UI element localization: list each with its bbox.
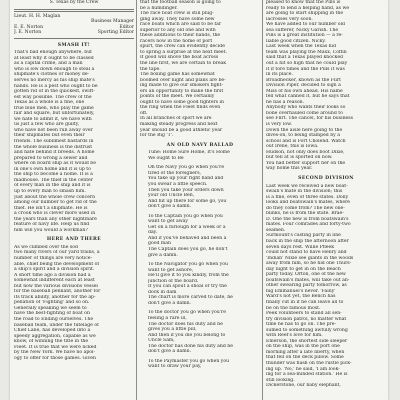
text-line: the years than any other nightmare bbox=[14, 216, 97, 222]
text-line: with Reef's love for him. bbox=[266, 333, 323, 339]
text-line: 'Indian' Nixie see giants in the woods bbox=[266, 255, 354, 261]
article-sports-continued bbox=[140, 0, 260, 139]
text-line: Down the aisle here going to the bbox=[266, 127, 343, 133]
verse-line: Tune: Home Sure Home, It's Home bbox=[148, 150, 230, 156]
newspaper-page bbox=[10, 0, 388, 400]
text-line: Dickerstone, our baby elephant, bbox=[266, 383, 341, 389]
text-line: making steady progress and next bbox=[140, 122, 218, 128]
text-line: day night to get in on the Beach bbox=[266, 266, 341, 272]
verse-line: give a damn. bbox=[148, 252, 178, 258]
column-rule-right bbox=[262, 0, 263, 400]
text-line: racers now in the home of port bbox=[140, 38, 213, 44]
text-line: Texas as a whole is a fine, one bbox=[14, 100, 85, 106]
verse-line: want to get away bbox=[148, 219, 188, 225]
text-line: big Emmanuel's never. 'Fainy' bbox=[266, 288, 336, 294]
verse-line: junction of the board. bbox=[148, 278, 199, 284]
verse-line: You take up your right hand and bbox=[148, 176, 224, 182]
text-line: of every man in the ship and it is bbox=[14, 183, 91, 189]
verse-line: your old Uncle Ben, bbox=[148, 193, 195, 199]
verse-line: don't give a damn. bbox=[148, 300, 192, 306]
text-line: prepared to wrong a sewer and bbox=[14, 155, 88, 161]
verse-line: gives you a little pill, bbox=[148, 327, 197, 333]
verse-line: To the Navigator you go when you bbox=[148, 262, 228, 268]
text-line: for the baseball pennant, another for bbox=[14, 289, 101, 295]
text-line: school and is Fort Cholend. Watch bbox=[266, 138, 346, 144]
text-line: still looking. bbox=[266, 377, 295, 383]
text-line: Peek volunteers to stand all sen- bbox=[266, 311, 342, 317]
text-line: serves no mercy as his ship mate's bbox=[14, 78, 95, 84]
staff-rule bbox=[14, 38, 134, 39]
text-line: be on the famous most. bbox=[266, 305, 321, 311]
text-line: who have not been run away over bbox=[14, 127, 93, 133]
column-2 bbox=[140, 0, 260, 400]
text-line: out a hit so high that he could play bbox=[266, 61, 348, 67]
text-line: their shipmates but even their bbox=[14, 133, 85, 139]
text-line: is very low. bbox=[266, 122, 292, 128]
text-line: in one's own home and it is up to bbox=[14, 166, 91, 172]
text-line: out Irene, this is Iowa. bbox=[266, 144, 319, 150]
text-line: said that a Texas played knocked bbox=[266, 55, 343, 61]
text-line: do they come from? The new one- bbox=[266, 205, 345, 211]
text-line: could not stand to have Henry and bbox=[266, 250, 347, 256]
text-line: year should be a good athletic year bbox=[140, 127, 223, 133]
text-line: That's bad enough anywhere, but bbox=[14, 50, 93, 56]
text-line: friends. The sublimest bastards in bbox=[14, 139, 94, 145]
ballad-stanza bbox=[148, 310, 260, 354]
text-line: who is low down enough to steal a bbox=[14, 66, 95, 72]
text-line: time he has to go on. The pre- bbox=[266, 322, 336, 328]
text-line: pleased to know that the Pills is bbox=[266, 0, 341, 5]
text-line: are going to start shipping in the bbox=[266, 11, 344, 17]
text-line: by the New York. We have no apol- bbox=[14, 350, 96, 356]
text-line: ing for a sea-minded station.' He is bbox=[266, 372, 348, 378]
text-line: As we climbed over the sod bbox=[14, 244, 78, 250]
staff-row: Lieut. H. H. Maglan bbox=[14, 13, 61, 19]
text-line: Anybody who wants their looks so bbox=[266, 105, 346, 111]
text-line: us just a few who are guilty, bbox=[14, 122, 80, 128]
verse-line: The Captain does you go, he don't bbox=[148, 246, 228, 252]
text-line: off. bbox=[140, 110, 148, 116]
verse-line: We ought to Be bbox=[148, 155, 184, 161]
verse-line: He'll give it to you kindly, from the bbox=[148, 273, 229, 279]
column-1 bbox=[14, 0, 134, 400]
text-line: thunder was flash on the rustle pick- bbox=[266, 361, 352, 366]
text-line: it if tore times and the Pills it was bbox=[266, 66, 345, 72]
text-line: true blue men, who play the game bbox=[14, 105, 94, 111]
text-line: Emerson, the shortest side sleeper bbox=[266, 338, 348, 344]
verse-line: Get on a furlough for a week or a bbox=[148, 224, 226, 230]
text-line: Chief Lane, has developed into a bbox=[14, 328, 91, 334]
ballad-stanza bbox=[148, 262, 260, 306]
staff-box bbox=[14, 14, 134, 36]
text-line: he has a reason. bbox=[266, 99, 305, 105]
verse-line: feeling a rare ill, bbox=[148, 315, 187, 321]
column-3 bbox=[266, 0, 386, 400]
text-line: ready to lend a helping hand, as we bbox=[266, 5, 350, 11]
verse-line: And then if you die you belong to bbox=[148, 332, 226, 338]
text-line: A short time ago a division had a bbox=[14, 272, 91, 278]
text-line: Last week we received a new boat- bbox=[266, 183, 348, 189]
text-line: Pills is a great institution — a re- bbox=[266, 33, 343, 39]
text-line: as a capital crime, and a man bbox=[14, 61, 83, 67]
text-line: the whole business is the distrust bbox=[14, 144, 93, 150]
text-line: ging away. They have some new bbox=[140, 16, 215, 22]
text-line: among our number to get rid of the bbox=[14, 200, 97, 206]
text-line: blinks, he is from the state. Brae- bbox=[266, 211, 344, 217]
text-line: be a humdinger. bbox=[140, 5, 178, 11]
text-line: these additions to their hands, the bbox=[140, 33, 221, 39]
verse-line: And hit up there for some go, you bbox=[148, 198, 227, 204]
text-line: gotten rid of in the quickest, swift- bbox=[14, 89, 95, 95]
verse-line: want to draw your pay, bbox=[148, 364, 202, 370]
text-line: know, of winning the title in the bbox=[14, 339, 89, 345]
text-line: way home this year. bbox=[266, 166, 313, 172]
article-second-division bbox=[266, 184, 386, 389]
text-line: is a fine, even of three states. Dolly bbox=[266, 194, 349, 200]
ballad-stanza bbox=[148, 165, 260, 209]
ballad-stanza bbox=[148, 359, 260, 370]
text-line: finally cut in if he can leave all to bbox=[266, 299, 344, 305]
text-line: Just about the whole crew concern bbox=[14, 194, 96, 200]
text-line: hands. He is a pest who ought to be bbox=[14, 83, 98, 89]
text-line: spurt, the crew can evidently decide bbox=[140, 44, 225, 50]
verse-line: tired of the foreigners, bbox=[148, 170, 202, 176]
text-line: to spring a surprise at the next meet. bbox=[140, 49, 227, 55]
headline-old-navy-ballad: AN OLD NAVY BALLAD bbox=[166, 142, 234, 148]
text-line: boatswain's mates, will take out an- bbox=[266, 277, 350, 283]
verse-line: The chart is more carved to date, he bbox=[148, 295, 233, 301]
article-smash-it bbox=[14, 50, 134, 233]
text-line: If good will shove the boat across bbox=[140, 55, 219, 61]
text-line: him will you would a workman? bbox=[14, 227, 88, 233]
article-division-notes bbox=[266, 0, 386, 172]
text-line: speedy aggregation, capable as we bbox=[14, 333, 96, 339]
verse-line: want to get ashore, bbox=[148, 267, 194, 273]
text-line: that the football season is going to bbox=[140, 0, 221, 5]
text-line: a ship's spirit and a division spirit. bbox=[14, 267, 95, 273]
text-line: mates. Four comrades and forty-two bbox=[266, 222, 351, 228]
text-line: Broadhecker, known as the Flirt bbox=[266, 77, 341, 83]
text-line: the road to Ending ourselves. The bbox=[14, 316, 94, 322]
ballad-verses bbox=[140, 150, 260, 370]
text-line: fair and square, but unfortunately, bbox=[14, 111, 95, 117]
text-line: morning after a late liberty, when bbox=[266, 349, 345, 355]
text-line: seven days rest. Willie Pfleek bbox=[266, 244, 335, 250]
verse-line: Uncle Sam, bbox=[148, 338, 175, 344]
text-line: pellation of 'Fighting' and so on. bbox=[14, 300, 90, 306]
text-line: Fleet. It is true that we were licked bbox=[14, 344, 97, 350]
text-line: away from him, so he hid one Thurs- bbox=[266, 261, 352, 267]
text-line: looks and boatswain's mates, where bbox=[266, 200, 350, 206]
verse-line: To the Paymaster you go when you bbox=[148, 358, 230, 364]
text-line: sumed to something awfully wrong bbox=[266, 327, 348, 333]
text-line: madhouse. The thief in the center bbox=[14, 177, 93, 183]
text-line: shipmate's clothes or money de- bbox=[14, 72, 90, 78]
text-line: feature of navy life. Help us find bbox=[14, 222, 90, 228]
text-line: In all branches of sport we are bbox=[140, 116, 212, 122]
verse-line: And if you've behaved and been a bbox=[148, 235, 227, 241]
text-line: D. One the new is from boatswain's bbox=[266, 216, 349, 222]
text-line: party today. Orton, one of the new bbox=[266, 272, 346, 278]
text-line: for the Big 'T'. bbox=[140, 133, 174, 139]
text-line: able, chief being the development of bbox=[14, 261, 100, 267]
text-line: that fell on the deck pillow. Some bbox=[266, 355, 344, 361]
verse-line: The doctor has done his duty and he bbox=[148, 343, 233, 349]
text-line: see Flirt. The cancel, for his business bbox=[266, 116, 353, 122]
text-line: we hate to admit it, we have with bbox=[14, 116, 92, 122]
verse-line: If you can spout a shoal or try the bbox=[148, 284, 227, 290]
text-line: ought to have some good fighters in bbox=[140, 99, 224, 105]
text-line: ogy to offer for those games. Given bbox=[14, 355, 96, 361]
text-line: on the ship, was in the port one bbox=[266, 344, 340, 350]
text-line: number of things are very notice- bbox=[14, 255, 93, 261]
verse-line: good man bbox=[148, 241, 171, 247]
headline-second-division: SECOND DIVISION bbox=[298, 175, 354, 181]
staff-row: Business Manager bbox=[90, 19, 134, 25]
text-line: Miss of his own ahead. His name bbox=[266, 88, 343, 94]
verse-line: dock in dam bbox=[148, 289, 177, 295]
ballad-stanza bbox=[148, 150, 260, 161]
text-line: points of the meet. We certainly bbox=[140, 94, 215, 100]
verse-line: you swear a little speech. bbox=[148, 181, 208, 187]
text-line: the ring when the Fleet finds even bbox=[140, 105, 221, 111]
masthead-tagline: S. Texas by the Crew bbox=[49, 0, 99, 5]
text-line: in its place. bbox=[266, 72, 293, 78]
text-line: ers an opportunity to make the first bbox=[140, 88, 224, 94]
verse-line: To the Captain you go when you bbox=[148, 213, 223, 219]
text-line: ing up. 'No,' he said, 'I am look- bbox=[266, 366, 340, 372]
text-line: but tell at is sported on now. bbox=[266, 155, 333, 161]
text-line: two many rivers of our yard trains, a bbox=[14, 250, 100, 256]
text-line: the ship to become a home. It is a bbox=[14, 172, 93, 178]
text-line: the tape. bbox=[140, 66, 161, 72]
text-line: We have added to our number old bbox=[266, 22, 345, 28]
text-line: team was playing the Maxx, Coffin bbox=[266, 49, 347, 55]
text-line: Surmount's casting party in line bbox=[266, 233, 341, 239]
staff-row: E. E. Norton Editor bbox=[14, 24, 134, 30]
masthead-rule bbox=[14, 9, 134, 12]
text-line: at least why it ought to be classed bbox=[14, 55, 94, 61]
text-line: Generally speaking we seem to bbox=[14, 305, 87, 311]
text-line: seamen. bbox=[266, 227, 286, 233]
verse-line: Oh the Navy you go when you're bbox=[148, 165, 225, 171]
verse-line: don't give a damn. bbox=[148, 204, 192, 210]
text-line: lacrosses very soon. bbox=[266, 16, 313, 22]
text-line: The boxing game has somewhat bbox=[140, 72, 215, 78]
text-line: Division Piper, decided to sign a bbox=[266, 83, 341, 89]
text-line: The race boat crew is still plug- bbox=[140, 11, 214, 17]
verse-line: The doctor does his duty and he bbox=[148, 321, 223, 327]
text-line: its track ability, another for the ap- bbox=[14, 294, 96, 300]
headline-smash-it: SMASH IT! bbox=[57, 42, 91, 48]
text-line: and hate behind it breeds. A home bbox=[14, 150, 95, 156]
text-line: ing made to give our smokers fight- bbox=[140, 83, 224, 89]
staff-row: J. E. Norton Sporting Editor bbox=[14, 30, 134, 36]
text-line: other swearing party tomorrow, as bbox=[266, 283, 347, 289]
text-line: a crook who is clever more used in bbox=[14, 211, 96, 217]
text-line: baseball team, under the tutelage of bbox=[14, 322, 99, 328]
text-line: thief. He isn't a shipmate. He is bbox=[14, 205, 88, 211]
text-line: Last week when the Texas hid bbox=[266, 44, 337, 50]
text-line: est way possible. The crew of the bbox=[14, 94, 92, 100]
text-line: have the best-fighting of boat on bbox=[14, 311, 90, 317]
text-line: bone overhauled come around to bbox=[266, 110, 343, 116]
text-line: sea sufferer, Nicky Garish. The bbox=[266, 27, 339, 33]
text-line: Ward's not yet, the Bench has bbox=[266, 294, 336, 300]
text-line: up to every man to smash him. bbox=[14, 188, 86, 194]
text-line: Hudson, not only does boot Dixie, bbox=[266, 149, 345, 155]
text-line: fell what canned it, but he says that bbox=[266, 94, 350, 100]
text-line: race boats which are said to be far bbox=[140, 22, 222, 28]
headline-here-and-there: HERE AND THERE bbox=[46, 237, 102, 243]
ballad-stanza bbox=[148, 214, 260, 258]
text-line: boomed over night and plans are be- bbox=[140, 77, 226, 83]
text-line: swain's mate in the division; this bbox=[266, 189, 343, 195]
text-line: superior to any old one and with bbox=[140, 27, 216, 33]
text-line: dives-on, to being stamped by a bbox=[266, 133, 340, 139]
verse-line: don't give a damn. bbox=[148, 349, 192, 355]
verse-line: day. bbox=[148, 230, 158, 236]
verse-line: Then you take your orders down bbox=[148, 187, 224, 193]
column-rule-left bbox=[136, 0, 137, 400]
text-line: You had better support her on the bbox=[266, 160, 346, 166]
text-line: try division patrol, no matter what bbox=[266, 316, 347, 322]
text-line: somewhat indifferent each at least bbox=[14, 278, 95, 284]
verse-line: To the doctor you go when you're bbox=[148, 310, 226, 316]
text-line: but now the various divisions vessel bbox=[14, 283, 98, 289]
text-line: liable good citizen. Nicky. bbox=[266, 38, 326, 44]
text-line: where on board ship as it would be bbox=[14, 161, 96, 167]
text-line: the line first, we are certain to break bbox=[140, 61, 227, 67]
text-line: back in the ship the afternoon after bbox=[266, 238, 349, 244]
article-here-and-there bbox=[14, 245, 134, 361]
